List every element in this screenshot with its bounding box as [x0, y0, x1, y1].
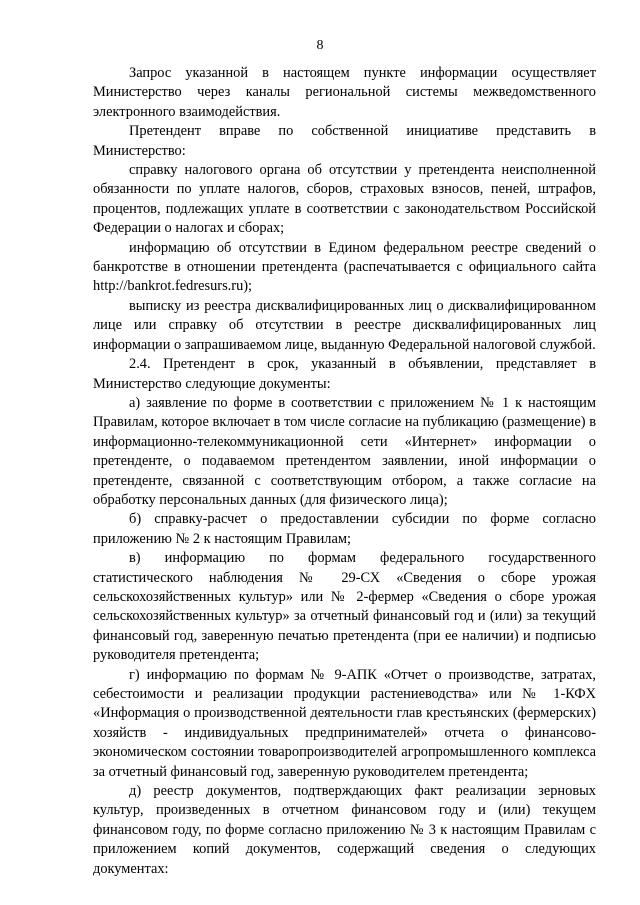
list-item-v: в) информацию по формам федерального государственного статистического наблюдения № 29-СХ «Сведения о сборе урожая сельскохозяйственных культур» или № 2-фермер «Сведения о сборе урожая сельскохозяйственных культур» за отчетный финансовый год и (или) за текущий финансовый год, заверенную печатью претендента (при ее наличии) и подписью руководителя претендента; — [93, 550, 596, 664]
paragraph-disqualification-extract: выписку из реестра дисквалифицированных лиц о дисквалифицированном лице или справку об отсутствии в реестре дисквалифицированных лиц информации о запрашиваемом лице, выданную Федеральной налоговой службой. — [93, 297, 596, 353]
paragraph-tax-certificate: справку налогового органа об отсутствии у претендента неисполненной обязанности по уплате налогов, сборов, страховых взносов, пеней, штрафов, процентов, подлежащих уплате в соответствии с законодательством Российской Федерации о налогах и сборах; — [93, 162, 596, 237]
document-body — [93, 64, 596, 879]
list-item-b: б) справку-расчет о предоставлении субсидии по форме согласно приложению № 2 к настоящим Правилам; — [93, 511, 596, 547]
paragraph-request-info: Запрос указанной в настоящем пункте информации осуществляет Министерство через каналы региональной системы межведомственного электронного взаимодействия. — [93, 65, 596, 120]
paragraph-own-initiative: Претендент вправе по собственной инициативе представить в Министерство: — [93, 123, 596, 159]
paragraph-section-2-4: 2.4. Претендент в срок, указанный в объявлении, представляет в Министерство следующие документы: — [93, 356, 596, 392]
list-item-a: а) заявление по форме в соответствии с приложением № 1 к настоящим Правилам, которое включает в том числе согласие на публикацию (размещение) в информационно-телекоммуникационной сети «Интернет» информации о претенденте, о подаваемом претендентом заявлении, иной информации о претенденте, связанной с соответствующим отбором, а также согласие на обработку персональных данных (для физического лица); — [93, 394, 596, 508]
list-item-g: г) информацию по формам № 9-АПК «Отчет о производстве, затратах, себестоимости и реализации продукции растениеводства» или № 1-КФХ «Информация о производственной деятельности глав крестьянских (фермерских) хозяйств - индивидуальных предпринимателей» отчета о финансово-экономическом состоянии товаропроизводителей агропромышленного комплекса за отчетный финансовый год, заверенную руководителем претендента; — [93, 666, 596, 780]
paragraph-bankruptcy-info: информацию об отсутствии в Едином федеральном реестре сведений о банкротстве в отношении претендента (распечатывается с официального сайта http://bankrot.fedresurs.ru); — [93, 239, 596, 295]
page-number: 8 — [316, 38, 324, 53]
list-item-d: д) реестр документов, подтверждающих факт реализации зерновых культур, произведенных в отчетном финансовом году и (или) текущем финансовом году, по форме согласно приложению № 3 к настоящим Правилам с приложением копий документов, содержащий сведения о следующих документах: — [93, 783, 596, 877]
